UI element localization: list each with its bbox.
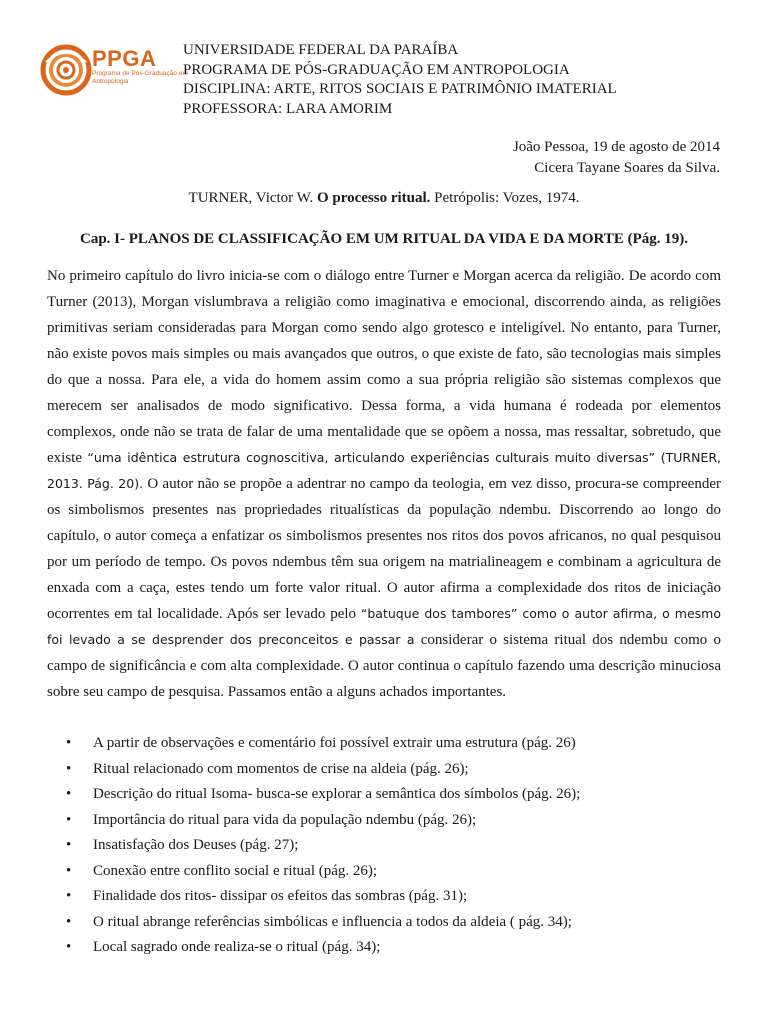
bibliographic-reference: [0, 190, 768, 207]
paragraph-part-2: O autor não se propõe a adentrar no campo da teologia, em vez disso, procura-se compreender os simbolismos presentes nas propriedades ritualísticas da população ndembu. Discorrendo ao longo do capítulo, o autor começa a enfatizar os simbolismos presentes nos ritos dos povos africanos, no qual pesquisou por um período de tempo. Os povos ndembus têm sua origem na matrialineagem e combinam a agricultura de enxada com a caça, estes tendo um forte valor ritual. O autor afirma a complexidade dos ritos de iniciação ocorrentes em tal localidade. Após ser levado pelo: [47, 476, 721, 622]
paragraph-quote-2: “batuque dos tambores” como o autor afirma, o mesmo foi levado a se desprender dos preconceitos e passar a: [47, 606, 721, 647]
date-author-block: [513, 137, 720, 179]
spiral-logo-icon: [40, 40, 92, 100]
reference-title: O processo ritual.: [316, 190, 431, 206]
header-line-professor: PROFESSORA: LARA AMORIM: [183, 100, 393, 117]
header-line-discipline: DISCIPLINA: ARTE, RITOS SOCIAIS E PATRIMÔNIO IMATERIAL: [183, 81, 617, 97]
list-item: • Ritual relacionado com momentos de crise na aldeia (pág. 26);: [47, 757, 721, 783]
list-item: • A partir de observações e comentário foi possível extrair uma estrutura (pág. 26): [47, 731, 721, 757]
list-item: • Descrição do ritual Isoma- busca-se explorar a semântica dos símbolos (pág. 26);: [47, 782, 721, 808]
header-line-university: UNIVERSIDADE FEDERAL DA PARAÍBA: [183, 42, 459, 58]
logo-acronym: PPGA: [92, 46, 157, 71]
list-item: • Finalidade dos ritos- dissipar os efeitos das sombras (pág. 31);: [47, 884, 721, 910]
list-item: • Insatisfação dos Deuses (pág. 27);: [47, 833, 721, 859]
list-item: • Importância do ritual para vida da população ndembu (pág. 26);: [47, 808, 721, 834]
author-line: Cicera Tayane Soares da Silva.: [534, 160, 720, 176]
list-item: • Conexão entre conflito social e ritual (pág. 26);: [47, 859, 721, 885]
paragraph-quote: “uma idêntica estrutura cognoscitiva, articulando experiências culturais muito diversas” (TURNER, 2013. Pág. 20).: [47, 450, 721, 491]
reference-author: TURNER, Victor W.: [188, 190, 317, 206]
chapter-heading: Cap. I- PLANOS DE CLASSIFICAÇÃO EM UM RITUAL DA VIDA E DA MORTE (Pág. 19).: [79, 231, 688, 247]
findings-list: [47, 731, 721, 961]
list-item: • O ritual abrange referências simbólicas e influencia a todos da aldeia ( pág. 34);: [47, 910, 721, 936]
body-paragraph: [47, 263, 721, 705]
header-line-program: PROGRAMA DE PÓS-GRADUAÇÃO EM ANTROPOLOGIA: [183, 61, 570, 78]
reference-publisher: Petrópolis: Vozes, 1974.: [430, 190, 580, 206]
date-line: João Pessoa, 19 de agosto de 2014: [512, 139, 720, 155]
paragraph-part-1: No primeiro capítulo do livro inicia-se com o diálogo entre Turner e Morgan acerca da religião. De acordo com Turner (2013), Morgan vislumbrava a religião como imaginativa e emocional, discorrendo ainda, as religiões primitivas seriam consideradas para Morgan como sendo algo grotesco e inteligível. No entanto, para Turner, não existe povos mais simples ou mais avançados que outros, o que existe de fato, são tecnologias mais simples do que a nossa. Para ele, a vida do homem assim como a sua própria religião são sistemas complexos que merecem ser analisados de modo significativo. Dessa forma, a vida humana é rodeada por elementos complexos, onde não se trata de falar de uma mentalidade que se opõem a nossa, mas ressaltar, sobretudo, que existe: [47, 268, 721, 466]
institution-header: [183, 41, 617, 119]
ppga-logo: [40, 40, 190, 100]
list-item: • Local sagrado onde realiza-se o ritual (pág. 34);: [47, 935, 721, 961]
logo-subtitle: Programa de Pós-Graduação em Antropologia: [92, 70, 188, 85]
paragraph-part-3: considerar o sistema ritual dos ndembu como o campo de significância e com alta complexidade. O autor continua o capítulo fazendo uma descrição minuciosa sobre seu campo de pesquisa. Passamos então a alguns achados importantes.: [47, 632, 721, 700]
